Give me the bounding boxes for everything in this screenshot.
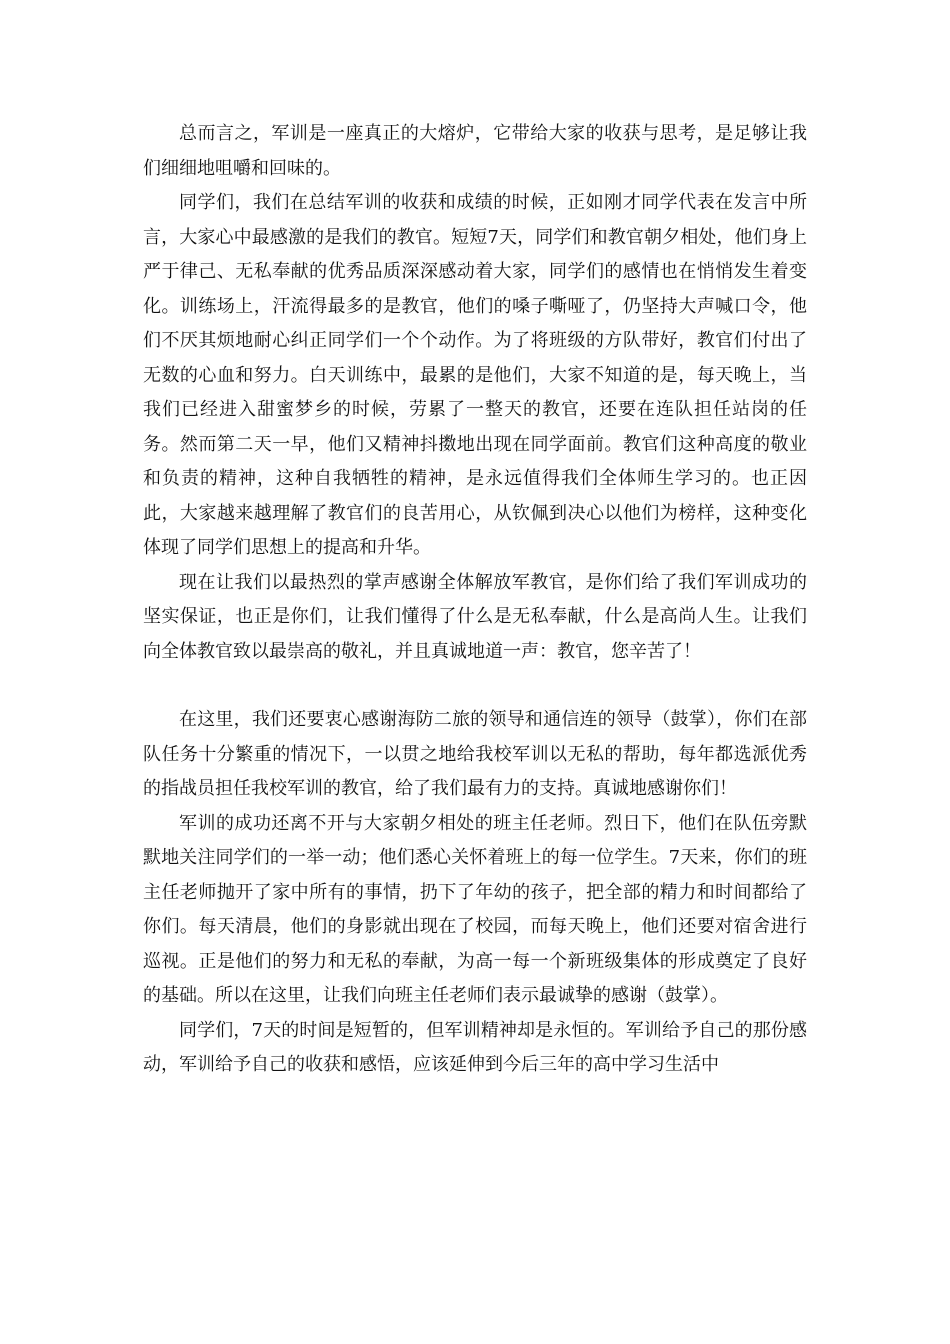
paragraph-head-teachers: 军训的成功还离不开与大家朝夕相处的班主任老师。烈日下，他们在队伍旁默默地关注同学们的一举一动；他们悉心关怀着班上的每一位学生。7天来，你们的班主任老师抛开了家中所有的事情，扔下了年幼的孩子，把全部的精力和时间都给了你们。每天清晨，他们的身影就出现在了校园，而每天晚上，他们还要对宿舍进行巡视。正是他们的努力和无私的奉献，为高一每一个新班级集体的形成奠定了良好的基础。所以在这里，让我们向班主任老师们表示最诚挚的感谢（鼓掌）。 [143, 812, 807, 1006]
paragraph-closing: 同学们，7天的时间是短暂的，但军训精神却是永恒的。军训给予自己的那份感动，军训给予自己的收获和感悟，应该延伸到今后三年的高中学习生活中 [143, 1019, 807, 1075]
paragraph-thanks-leaders: 在这里，我们还要衷心感谢海防二旅的领导和通信连的领导（鼓掌），你们在部队任务十分繁重的情况下，一以贯之地给我校军训以无私的帮助，每年都选派优秀的指战员担任我校军训的教官，给了我们最有力的支持。真诚地感谢你们！ [143, 709, 807, 799]
document-body [143, 117, 807, 1083]
paragraph-gap [143, 669, 807, 703]
paragraph-thanks-instructors: 现在让我们以最热烈的掌声感谢全体解放军教官，是你们给了我们军训成功的坚实保证，也正是你们，让我们懂得了什么是无私奉献，什么是高尚人生。让我们向全体教官致以最崇高的敬礼，并且真诚地道一声：教官，您辛苦了！ [143, 571, 807, 662]
paragraph-instructors: 同学们，我们在总结军训的收获和成绩的时候，正如刚才同学代表在发言中所言，大家心中最感激的是我们的教官。短短7天，同学们和教官朝夕相处，他们身上严于律己、无私奉献的优秀品质深深感动着大家，同学们的感情也在悄悄发生着变化。训练场上，汗流得最多的是教官，他们的嗓子嘶哑了，仍坚持大声喊口令，他们不厌其烦地耐心纠正同学们一个个动作。为了将班级的方队带好，教官们付出了无数的心血和努力。白天训练中，最累的是他们，大家不知道的是，每天晚上，当我们已经进入甜蜜梦乡的时候，劳累了一整天的教官，还要在连队担任站岗的任务。然而第二天一早，他们又精神抖擞地出现在同学面前。教官们这种高度的敬业和负责的精神，这种自我牺牲的精神，是永远值得我们全体师生学习的。也正因此，大家越来越理解了教官们的良苦用心，从钦佩到决心以他们为榜样，这种变化体现了同学们思想上的提高和升华。 [143, 192, 807, 558]
paragraph-summary: 总而言之，军训是一座真正的大熔炉，它带给大家的收获与思考，是足够让我们细细地咀嚼和回味的。 [143, 123, 807, 179]
